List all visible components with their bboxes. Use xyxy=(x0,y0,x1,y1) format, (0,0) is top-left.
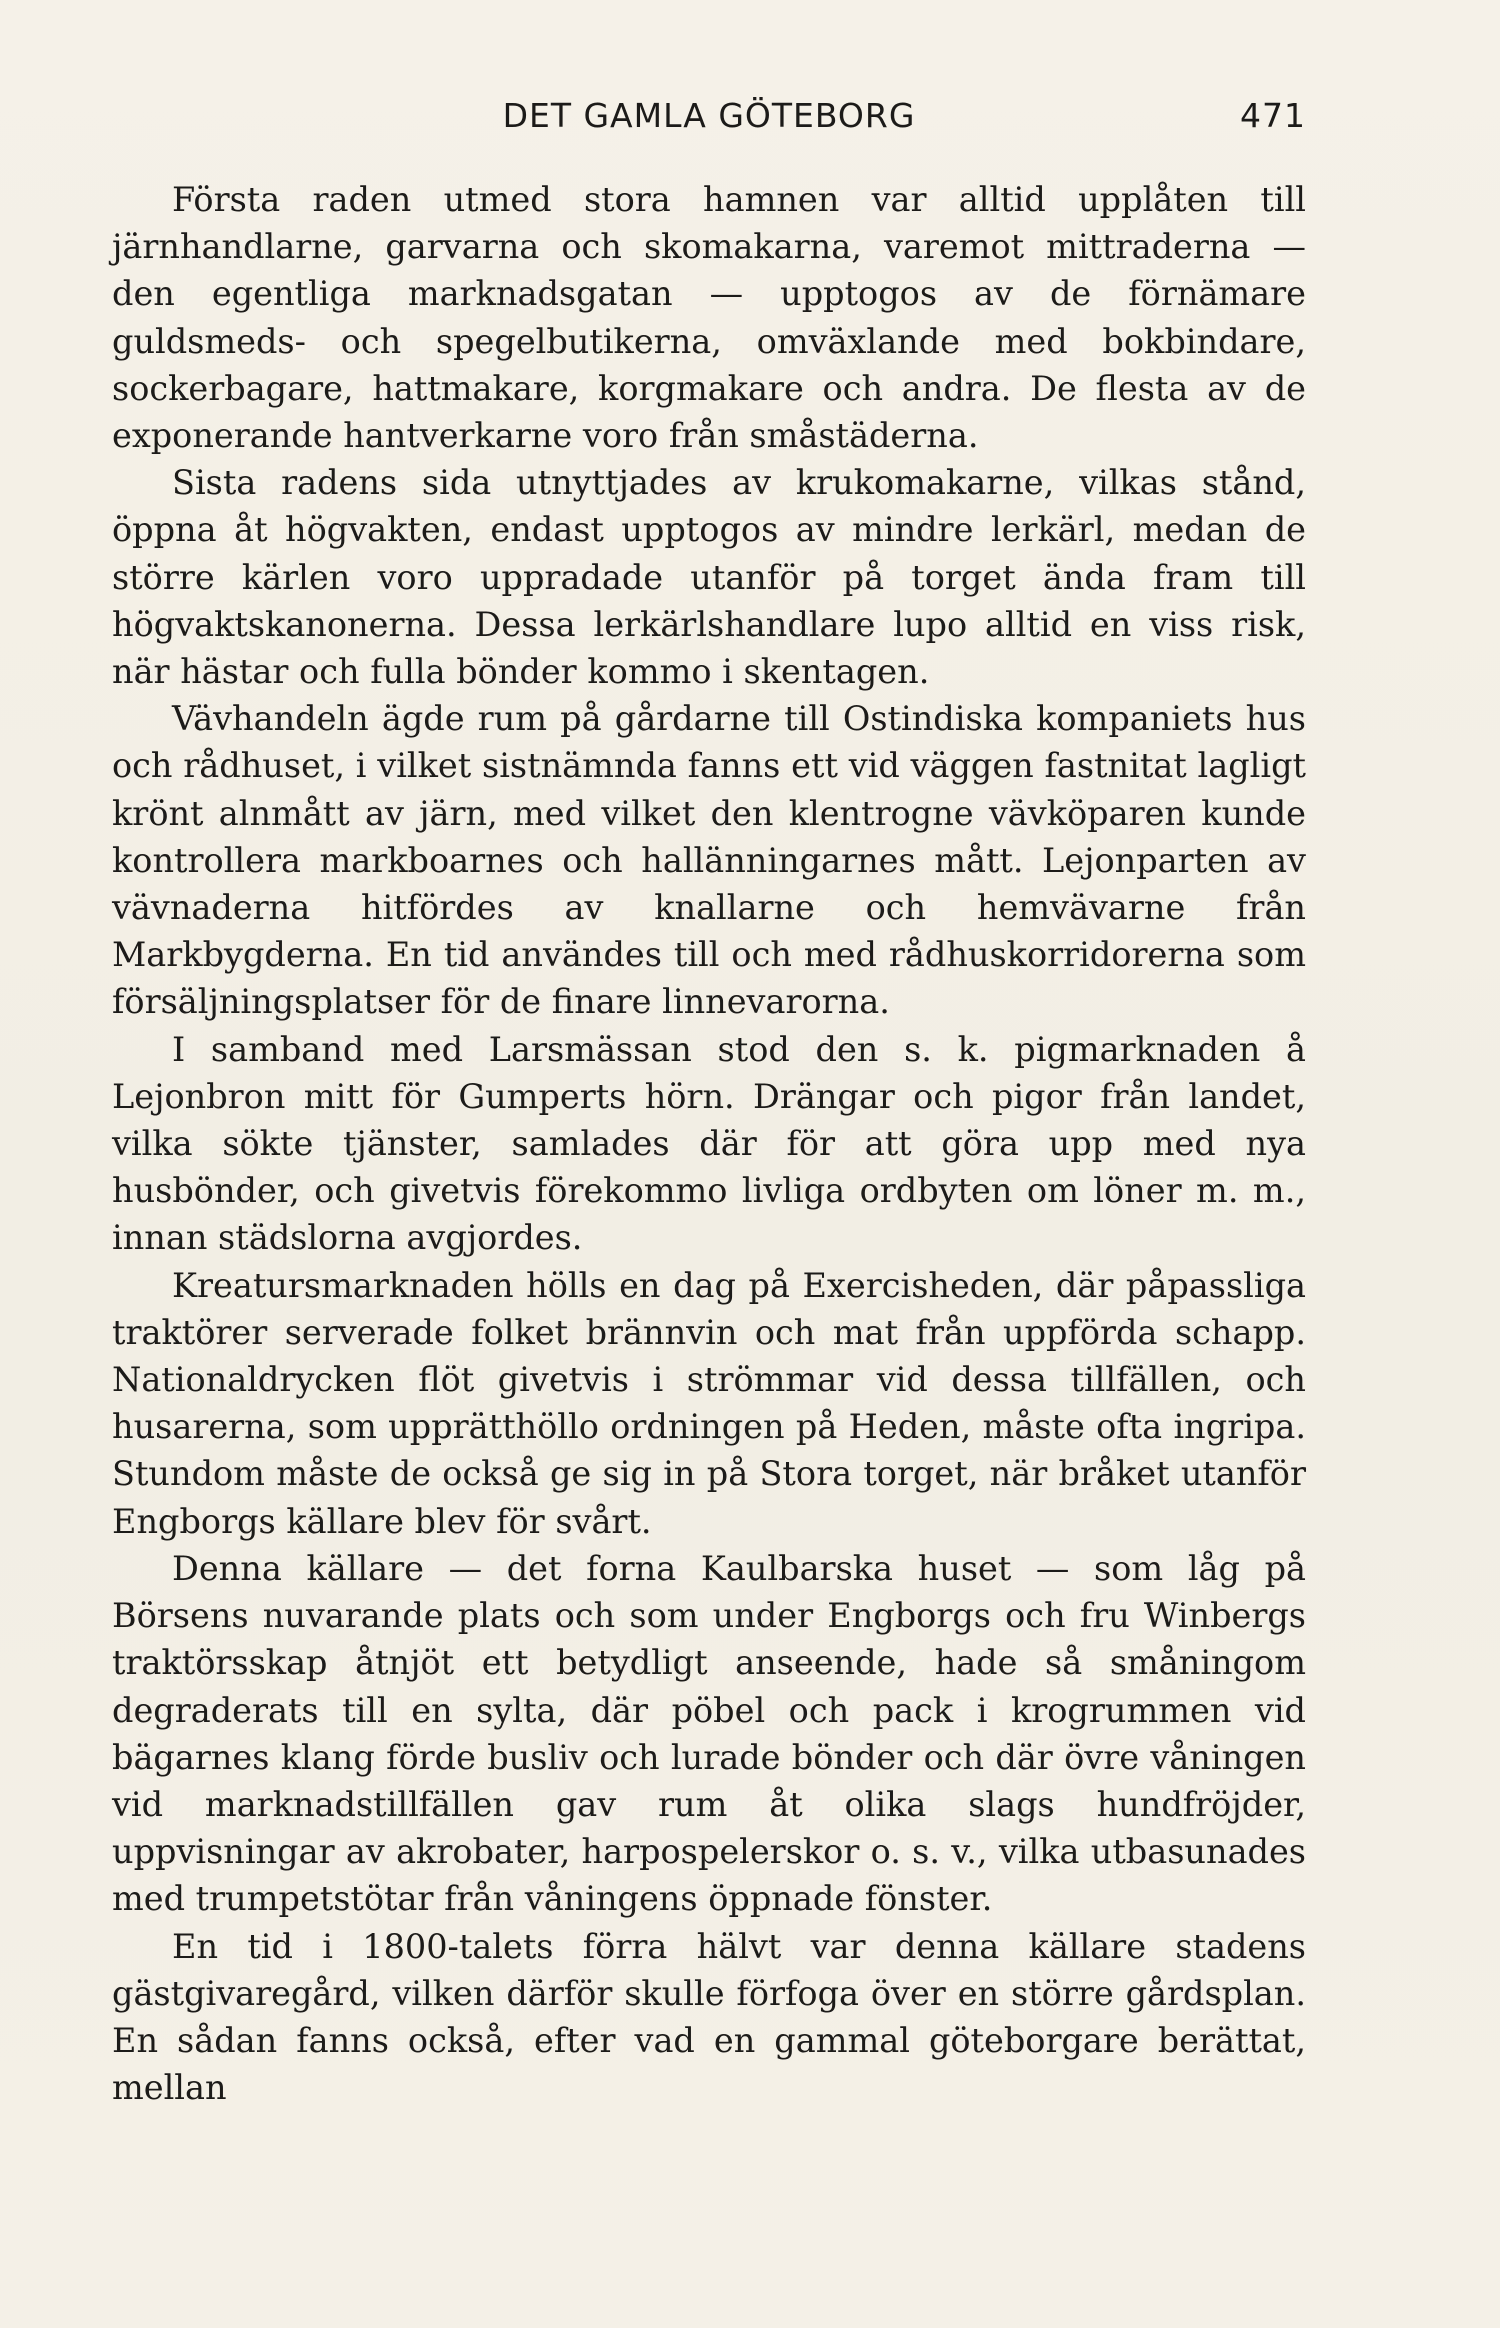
paragraph: I samband med Larsmässan stod den s. k. pigmarknaden å Lejonbron mitt för Gumperts hörn. Drängar och pigor från landet, vilka sökte tjänster, samlades där för att göra upp med nya husbönder, och givetvis förekommo livliga ordbyten om löner m. m., innan städslorna avgjordes. xyxy=(112,1029,1306,1258)
page-header xyxy=(112,96,1306,156)
paragraph: Vävhandeln ägde rum på gårdarne till Ostindiska kompaniets hus och rådhuset, i vilket sistnämnda fanns ett vid väggen fastnitat lagligt krönt alnmått av järn, med vilket den klentrogne vävköparen kunde kontrollera markboarnes och hallänningarnes mått. Lejonparten av vävnaderna hitfördes av knallarne och hemvävarne från Markbygderna. En tid användes till och med rådhuskorridorerna som försäljningsplatser för de finare linnevarorna. xyxy=(112,699,1306,1022)
paragraph: Sista radens sida utnyttjades av krukomakarne, vilkas stånd, öppna åt högvakten, endast upptogos av mindre lerkärl, medan de större kärlen voro uppradade utanför på torget ända fram till högvaktskanonerna. Dessa lerkärlshandlare lupo alltid en viss risk, när hästar och fulla bönder kommo i skentagen. xyxy=(112,463,1306,692)
paragraph: Kreatursmarknaden hölls en dag på Exercisheden, där påpassliga traktörer serverade folket brännvin och mat från uppförda schapp. Nationaldrycken flöt givetvis i strömmar vid dessa tillfällen, och husarerna, som upprätthöllo ordningen på Heden, måste ofta ingripa. Stundom måste de också ge sig in på Stora torget, när bråket utanför Engborgs källare blev för svårt. xyxy=(112,1265,1306,1541)
paragraph: En tid i 1800-talets förra hälvt var denna källare stadens gästgivaregård, vilken därför skulle förfoga över en större gårdsplan. En sådan fanns också, efter vad en gammal göteborgare berättat, mellan xyxy=(112,1926,1306,2108)
running-title: DET GAMLA GÖTEBORG xyxy=(502,96,916,135)
paragraph: Första raden utmed stora hamnen var alltid upplåten till järnhandlarne, garvarna och skomakarna, varemot mittraderna — den egentliga marknadsgatan — upptogos av de förnämare guldsmeds- och spegelbutikerna, omväxlande med bokbindare, sockerbagare, hattmakare, korgmakare och andra. De flesta av de exponerande hantverkarne voro från småstäderna. xyxy=(112,180,1306,456)
body-text xyxy=(112,176,1306,2111)
page-number: 471 xyxy=(1240,96,1306,135)
paragraph: Denna källare — det forna Kaulbarska huset — som låg på Börsens nuvarande plats och som under Engborgs och fru Winbergs traktörsskap åtnjöt ett betydligt anseende, hade så småningom degraderats till en sylta, där pöbel och pack i krogrummen vid bägarnes klang förde busliv och lurade bönder och där övre våningen vid marknadstillfällen gav rum åt olika slags hundfröjder, uppvisningar av akrobater, harpospelerskor o. s. v., vilka utbasunades med trumpetstötar från våningens öppnade fönster. xyxy=(112,1548,1306,1919)
